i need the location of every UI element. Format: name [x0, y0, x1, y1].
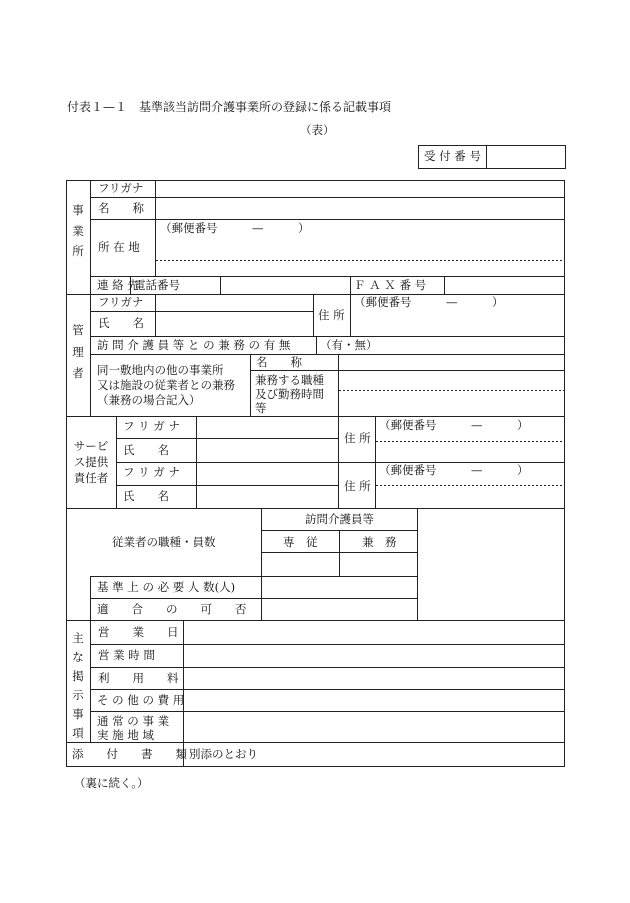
office-contact-label: 連 絡 先 — [97, 278, 139, 292]
business-hours-field[interactable] — [184, 645, 564, 667]
staff-label: 従業者の職種・員数 — [112, 535, 216, 549]
service-manager-1-name-field[interactable] — [197, 439, 338, 462]
main-items-section-label: 主 な 掲 示 事 項 — [72, 631, 84, 740]
form-title: 付表１—１ 基準該当訪問介護事業所の登録に係る記載事項 — [67, 100, 392, 114]
staff-fulltime-field[interactable] — [262, 553, 339, 576]
service-manager-2-postal-code: （郵便番号 — ） — [379, 463, 529, 477]
manager-name-field[interactable] — [156, 312, 313, 336]
staff-parttime-field[interactable] — [340, 553, 417, 576]
service-manager-1-address-field[interactable] — [376, 417, 564, 462]
attachments-label: 添 付 書 類 — [72, 747, 187, 761]
staff-required-field[interactable] — [262, 577, 417, 598]
manager-sub-role-field[interactable] — [339, 371, 564, 416]
office-phone-label: 電話番号 — [134, 278, 180, 292]
other-costs-field[interactable] — [184, 690, 564, 711]
manager-sub-name-label: 名 称 — [256, 355, 302, 369]
staff-compliance-field[interactable] — [262, 599, 417, 620]
office-phone-field[interactable] — [221, 277, 350, 294]
service-manager-1-postal-code: （郵便番号 — ） — [379, 418, 529, 432]
service-manager-1-furigana-label: フ リ ガ ナ — [123, 419, 180, 433]
manager-furigana-field[interactable] — [156, 295, 313, 311]
office-fax-label: Ｆ Ａ Ｘ 番 号 — [354, 278, 427, 292]
service-area-field[interactable] — [184, 712, 564, 742]
office-address-label: 所 在 地 — [98, 240, 140, 254]
other-costs-label: そ の 他 の 費 用 — [97, 693, 185, 707]
office-name-label: 名 称 — [98, 201, 144, 215]
staff-compliance-label: 適 合 の 可 否 — [97, 602, 247, 616]
manager-address-field[interactable] — [351, 295, 564, 336]
fees-field[interactable] — [184, 668, 564, 689]
service-manager-2-name-field[interactable] — [197, 486, 338, 508]
receipt-number-label: 受 付 番 号 — [424, 149, 481, 163]
attachments-value[interactable]: 別添のとおり — [189, 747, 258, 761]
office-furigana-label: フリガナ — [98, 181, 144, 195]
service-manager-2-name-label: 氏 名 — [123, 489, 169, 503]
staff-required-label: 基 準 上 の 必 要 人 数(人) — [97, 580, 236, 594]
form-subtitle: （表） — [300, 123, 335, 137]
staff-col-fulltime: 専 従 — [283, 535, 318, 549]
service-manager-1-address-label: 住 所 — [344, 431, 371, 445]
service-manager-1-furigana-field[interactable] — [197, 417, 338, 438]
manager-name-label: 氏 名 — [98, 316, 144, 330]
service-manager-2-furigana-label: フ リ ガ ナ — [123, 465, 180, 479]
office-section-label: 事 業 所 — [72, 203, 84, 258]
service-manager-section-label: サービ ス提供 責任者 — [73, 439, 109, 485]
manager-section-label: 管 理 者 — [72, 323, 84, 380]
manager-postal-code: （郵便番号 — ） — [354, 295, 504, 309]
office-fax-field[interactable] — [445, 277, 564, 294]
office-postal-code: （郵便番号 — ） — [160, 221, 310, 235]
manager-sub-name-field[interactable] — [339, 355, 564, 370]
staff-group-header: 訪問介護員等 — [305, 512, 374, 526]
service-manager-2-address-label: 住 所 — [344, 479, 371, 493]
service-manager-2-address-field[interactable] — [376, 463, 564, 508]
service-manager-2-furigana-field[interactable] — [197, 463, 338, 485]
service-manager-1-name-label: 氏 名 — [123, 443, 169, 457]
continued-note: （裏に続く。） — [74, 776, 149, 790]
office-furigana-field[interactable] — [156, 181, 564, 197]
manager-dual-duty-value[interactable]: （有・無） — [320, 338, 378, 352]
manager-address-label: 住 所 — [318, 308, 345, 322]
business-days-field[interactable] — [184, 621, 564, 644]
office-address-field[interactable] — [156, 220, 564, 276]
manager-sub-role-label: 兼務する職種 及び勤務時間 等 — [255, 373, 324, 415]
manager-dual-duty-label: 訪 問 介 護 員 等 と の 兼 務 の 有 無 — [97, 338, 291, 352]
fees-label: 利 用 料 — [98, 671, 179, 685]
manager-furigana-label: フリガナ — [98, 295, 144, 309]
business-days-label: 営 業 日 — [98, 625, 179, 639]
staff-col-parttime: 兼 務 — [362, 535, 397, 549]
service-area-label: 通 常 の 事 業 実 施 地 域 — [97, 714, 170, 742]
office-name-field[interactable] — [156, 198, 564, 219]
business-hours-label: 営 業 時 間 — [98, 648, 155, 662]
manager-other-dual-label: 同一敷地内の他の事業所 又は施設の従業者との兼務 （兼務の場合記入） — [97, 363, 235, 407]
